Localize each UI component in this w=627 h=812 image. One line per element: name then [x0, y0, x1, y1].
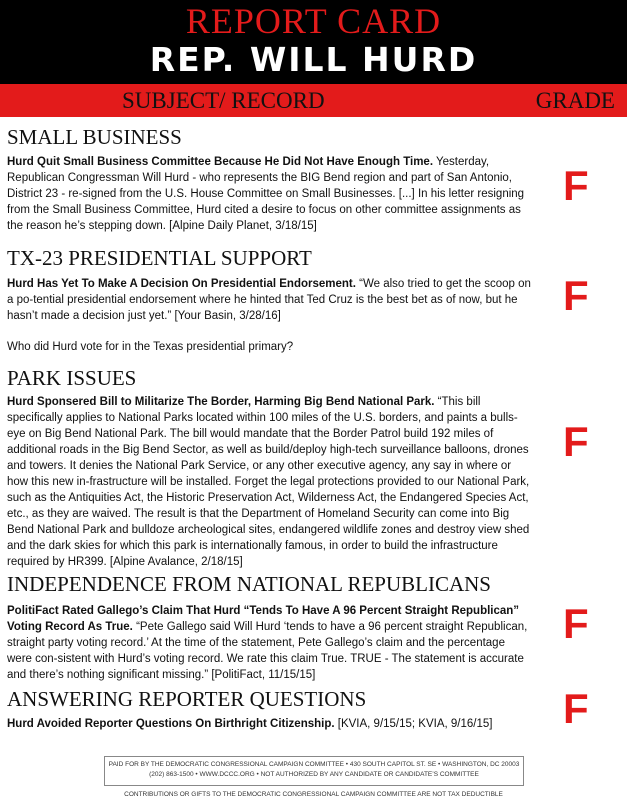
section-reporter-questions — [0, 687, 627, 747]
disclaimer-box — [104, 756, 524, 786]
section-text — [7, 603, 532, 683]
section-small-business — [0, 125, 627, 235]
section-heading: ANSWERING REPORTER QUESTIONS — [7, 687, 367, 711]
grade-letter: F — [563, 272, 589, 319]
column-header-bar — [0, 84, 627, 117]
section-extra: Who did Hurd vote for in the Texas presidential primary? — [7, 341, 294, 353]
disclaimer-line: (202) 863-1500 • WWW.DCCC.ORG • NOT AUTHORIZED BY ANY CANDIDATE OR CANDIDATE’S COMMITTEE — [149, 771, 479, 778]
section-text — [7, 276, 532, 324]
grade-letter: F — [563, 685, 589, 732]
section-heading: SMALL BUSINESS — [7, 125, 182, 149]
section-body: “Pete Gallego said Will Hurd ‘tends to have a 96 percent straight Republican, straight party voting record.’ At the time of the statement, Pete Gallego’s claim and the percentage were con-sistent with Hurd’s voting record. We rate this claim True. TRUE - The statement is accurate and there’s nothing significant missing.” [PolitiFact, 11/15/15] — [7, 621, 528, 681]
section-independence — [0, 572, 627, 682]
disclaimer-line: PAID FOR BY THE DEMOCRATIC CONGRESSIONAL CAMPAIGN COMMITTEE • 430 SOUTH CAPITOL ST. SE • WASHINGTON, DC 20003 — [108, 761, 520, 768]
report-header — [0, 0, 627, 84]
section-presidential-support — [0, 246, 627, 356]
section-body: “We also tried to get the scoop on a po-tential presidential endorsement where he hinted that Ted Cruz is the best bet as of now, but he hasn’t made a decision just yet.” [Your Basin, 3/28/16] — [7, 278, 531, 322]
report-title: REPORT CARD — [185, 1, 442, 41]
section-lead: Hurd Quit Small Business Committee Because He Did Not Have Enough Time. — [7, 156, 434, 168]
section-lead: Hurd Has Yet To Make A Decision On Presidential Endorsement. — [7, 278, 356, 290]
section-heading: TX-23 PRESIDENTIAL SUPPORT — [7, 246, 312, 270]
section-lead: Hurd Avoided Reporter Questions On Birthright Citizenship. — [7, 718, 335, 730]
report-subtitle: REP. WILL HURD — [149, 40, 478, 79]
section-heading: PARK ISSUES — [7, 366, 137, 390]
grade-letter: F — [563, 600, 589, 647]
section-body: Yesterday, Republican Congressman Will Hurd - who represents the BIG Bend region and part of San Antonio, District 23 - re-signed from the U.S. House Committee on Small Businesses. [...] In his letter resigning from the Small Business Committee, Hurd cited a desire to focus on other committee assignments as the reason he’s stepping down. [Alpine Daily Planet, 3/18/15] — [7, 156, 525, 232]
section-text — [7, 716, 532, 732]
section-lead: Hurd Sponsered Bill to Militarize The Border, Harming Big Bend National Park. — [7, 396, 435, 408]
section-lead: PolitiFact Rated Gallego’s Claim That Hurd “Tends To Have A 96 Percent Straight Republican” Voting Record As True. — [7, 605, 520, 633]
subject-column-label: SUBJECT/ RECORD — [122, 88, 325, 113]
grade-letter: F — [563, 162, 589, 209]
section-park-issues — [0, 366, 627, 566]
tax-disclaimer: CONTRIBUTIONS OR GIFTS TO THE DEMOCRATIC CONGRESSIONAL CAMPAIGN COMMITTEE ARE NOT TAX DEDUCTIBLE — [124, 791, 503, 798]
section-heading: INDEPENDENCE FROM NATIONAL REPUBLICANS — [7, 572, 491, 596]
section-text — [7, 394, 532, 570]
section-body: “This bill specifically applies to National Parks located within 100 miles of the U.S. borders, and paints a bulls-eye on Big Bend National Park. The bill would mandate that the Border Patrol build 192 miles of additional roads in the Big Bend Sector, as well as build/deploy high-tech surveillance balloons, drones and towers. It denies the National Park Service, or any other executive agency, any say in where or how this new in-frastructure will be installed. Forget the legal protections provided to our National Park, such as the Antiquities Act, the Historic Preservation Act, Wilderness Act, the Endangered Species Act, etc., as they are waived. The result is that the Department of Homeland Security can come into Big Bend National Park and bulldoze archeological sites, endangered wildlife zones and destroy view shed and the dark skies for which this park is internationally famous, in order to build the infrastructure required by HR399. [Alpine Avalance, 2/18/15] — [7, 396, 530, 568]
grade-letter: F — [563, 418, 589, 465]
section-body: [KVIA, 9/15/15; KVIA, 9/16/15] — [334, 718, 493, 730]
section-text — [7, 154, 532, 234]
grade-column-label: GRADE — [535, 88, 615, 113]
